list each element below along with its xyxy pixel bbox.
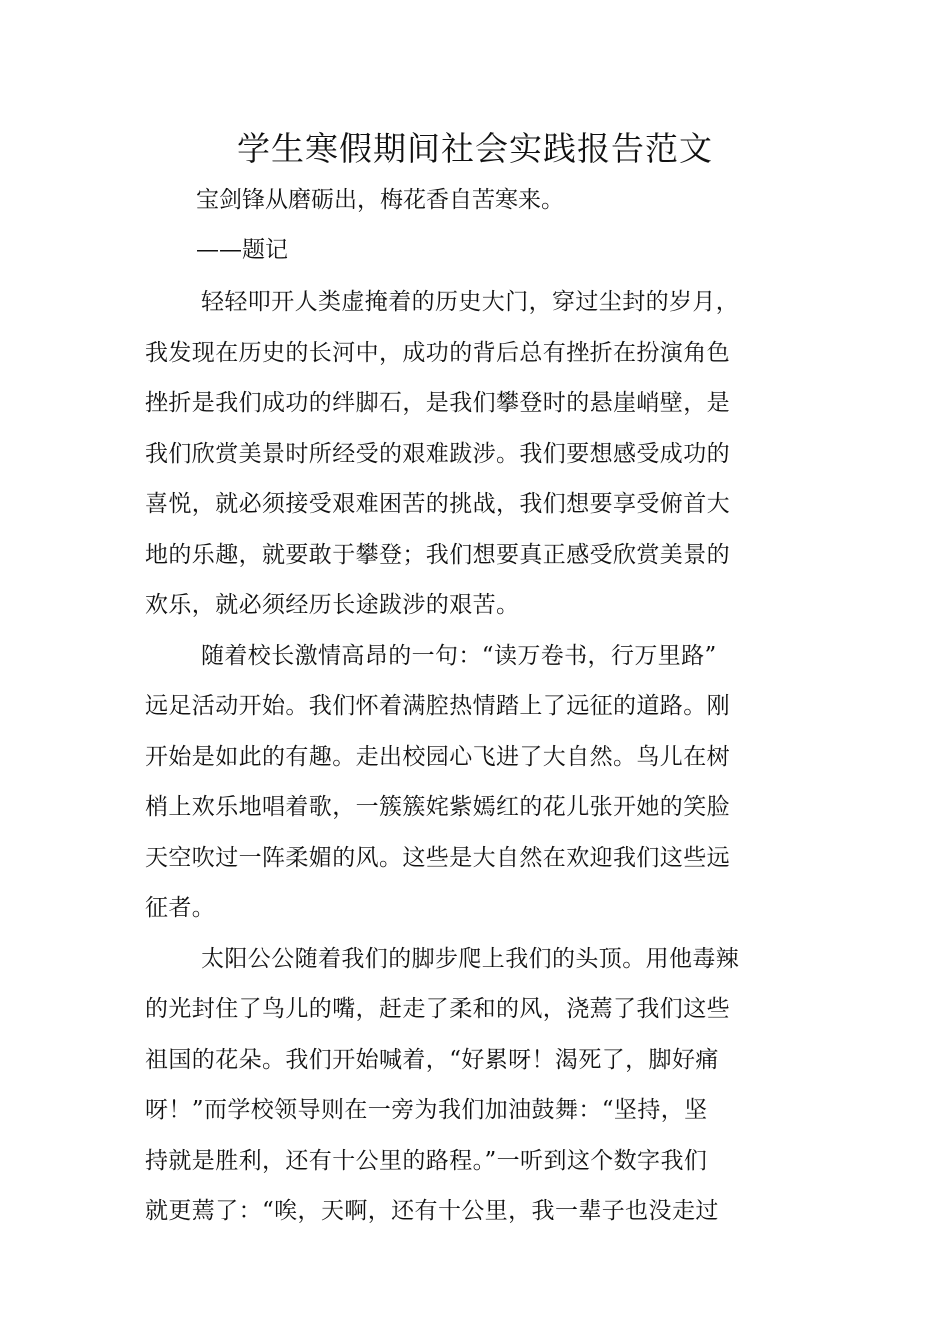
paragraph-3: [145, 934, 805, 1237]
paragraph-line: 喜悦，就必须接受艰难困苦的挑战，我们想要享受俯首大: [145, 491, 730, 517]
document-title: 学生寒假期间社会实践报告范文: [237, 129, 713, 168]
paragraph-line: 轻轻叩开人类虚掩着的历史大门，穿过尘封的岁月，: [201, 289, 740, 315]
paragraph-line: 太阳公公随着我们的脚步爬上我们的头顶。用他毒辣: [201, 945, 740, 972]
paragraph-2: [145, 631, 805, 934]
paragraph-line: 挫折是我们成功的绊脚石，是我们攀登时的悬崖峭壁，是: [145, 390, 730, 416]
paragraph-line: 征者。: [145, 895, 216, 921]
paragraph-line: 就更蔫了：“唉，天啊，还有十公里，我一辈子也没走过: [145, 1198, 719, 1224]
paragraph-line: 祖国的花朵。我们开始喊着，“好累呀！渴死了，脚好痛: [145, 1046, 719, 1073]
paragraph-line: 呀！”而学校领导则在一旁为我们加油鼓舞：“坚持，坚: [145, 1097, 708, 1123]
paragraph-line: 持就是胜利，还有十公里的路程。”一听到这个数字我们: [145, 1147, 708, 1174]
paragraph-line: 天空吹过一阵柔媚的风。这些是大自然在欢迎我们这些远: [145, 844, 730, 871]
epigraph-quote: 宝剑锋从磨砺出，梅花香自苦寒来。: [196, 187, 564, 213]
paragraph-line: 地的乐趣，就要敢于攀登；我们想要真正感受欣赏美景的: [145, 541, 730, 568]
paragraph-line: 随着校长激情高昂的一句：“读万卷书，行万里路”: [201, 642, 717, 669]
paragraph-line: 梢上欢乐地唱着歌，一簇簇姹紫嫣红的花儿张开她的笑脸: [145, 794, 730, 820]
paragraph-line: 欢乐，就必须经历长途跋涉的艰苦。: [145, 592, 520, 618]
paragraph-line: 开始是如此的有趣。走出校园心飞进了大自然。鸟儿在树: [145, 743, 730, 770]
paragraph-1: [145, 277, 805, 631]
paragraph-line: 我们欣赏美景时所经受的艰难跋涉。我们要想感受成功的: [145, 440, 730, 467]
epigraph-source: ——题记: [196, 237, 288, 263]
body-text: [145, 277, 805, 1237]
paragraph-line: 远足活动开始。我们怀着满腔热情踏上了远征的道路。刚: [145, 693, 730, 719]
paragraph-line: 的光封住了鸟儿的嘴，赶走了柔和的风，浇蔫了我们这些: [145, 996, 730, 1022]
paragraph-line: 我发现在历史的长河中，成功的背后总有挫折在扮演角色: [145, 339, 730, 366]
